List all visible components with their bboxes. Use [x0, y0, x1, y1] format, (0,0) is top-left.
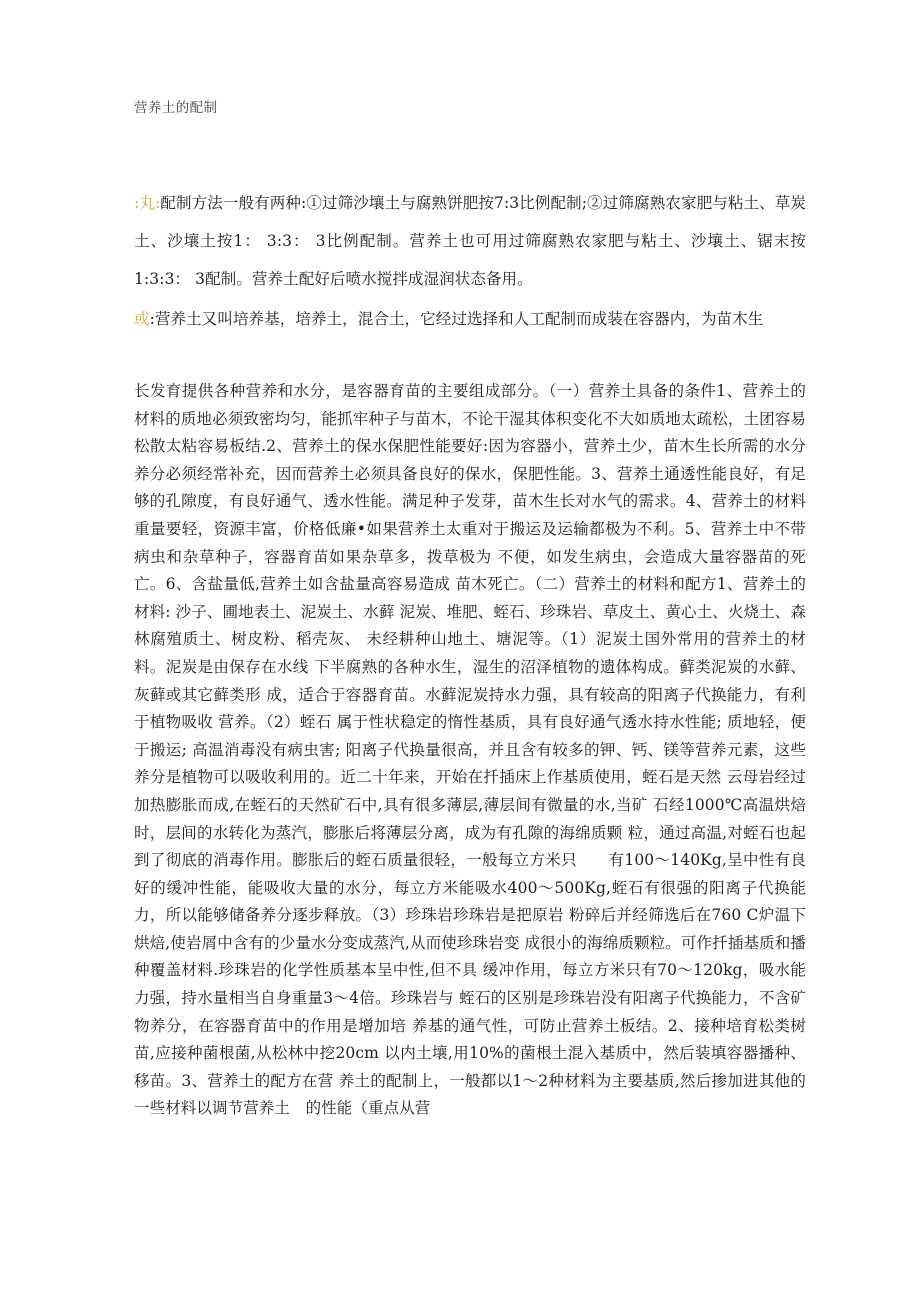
paragraph-body: 长发育提供各种营养和水分，是容器育苗的主要组成部分。（一）营养土具备的条件1、营养土的材料的质地必须致密均匀，能抓牢种子与苗木，不论干湿其体积变化不大如质地太疏松，土团容易松散太粘容易板结.2、营养土的保水保肥性能要好:因为容器小，营养土少，苗木生长所需的水分养分必须经常补充，因而营养土必须具备良好的保水，保肥性能。3、营养土通透性能良好，有足够的孔隙度，有良好通气、透水性能。满足种子发芽，苗木生长对水气的需求。4、营养土的材料重量要轻，资源丰富，价格低廉•如果营养土太重对于搬运及运输都极为不利。5、营养土中不带病虫和杂草种子，容器育苗如果杂草多，拨草极为 不便，如发生病虫，会造成大量容器苗的死亡。6、含盐量低,营养土如含盐量高容易造成 苗木死亡。（二）营养土的材料和配方1、营养土的材料: 沙子、圃地表土、泥炭土、水藓 泥炭、堆肥、蛭石、珍珠岩、草皮土、黄心土、火烧土、森林腐殖质土、树皮粉、稻壳灰、 未经耕种山地土、塘泥等。（1）泥炭土国外常用的营养土的材料。泥炭是由保存在水线 下半腐熟的各种水生，湿生的沼泽植物的遗体构成。藓类泥炭的水藓、灰藓或其它藓类形 成，适合于容器育苗。水藓泥炭持水力强，具有较高的阳离子代换能力，有利于植物吸收 营养。（2）蛭石 属于性状稳定的惰性基质，具有良好通气透水持水性能; 质地轻，便 于搬运; 高温消毒没有病虫害; 阳离子代换量很高，并且含有较多的钾、钙、镁等营养元素，这些养分是植物可以吸收利用的。近二十年来，开始在扦插床上作基质使用，蛭石是天然 云母岩经过加热膨胀而成,在蛭石的天然矿石中,具有很多薄层,薄层间有微量的水,当矿 石经1000℃高温烘焙时，层间的水转化为蒸汽，膨胀后将薄层分离，成为有孔隙的海绵质颗 粒，通过高温,对蛭石也起到了彻底的消毒作用。膨胀后的蛭石质量很轻，一般每立方米只 有100〜140Kg,呈中性有良好的缓冲性能，能吸收大量的水分，每立方米能吸水400〜500Kg,蛭石有很强的阳离子代换能力，所以能够储备养分逐步释放。（3）珍珠岩珍珠岩是把原岩 粉碎后并经筛选后在760 C炉温下烘焙,使岩屑中含有的少量水分变成蒸汽,从而使珍珠岩变 成很小的海绵质颗粒。可作扦插基质和播种覆盖材料.珍珠岩的化学性质基本呈中性,但不具 缓冲作用，每立方米只有70〜120kg，吸水能力强，持水量相当自身重量3〜4倍。珍珠岩与 蛭石的区别是珍珠岩没有阳离子代换能力，不含矿物养分，在容器育苗中的作用是增加培 养基的通气性，可防止营养土板结。2、接种培育松类树苗,应接种菌根菌,从松林中挖20cm 以内土壤,用10%的菌根土混入基质中，然后装填容器播种、移苗。3、营养土的配方在营 养土的配制上，一般都以1〜2种材料为主要基质,然后掺加进其他的一些材料以调节营养土 的性能（重点从营 [134, 382, 806, 1118]
paragraph-definition [134, 300, 806, 338]
definition-separator: : [149, 310, 155, 328]
page-title: 营养土的配制 [134, 100, 218, 116]
method-text: 配制方法一般有两种:①过筛沙壤土与腐熟饼肥按7:3比例配制;②过筛腐熟农家肥与粘土、草炭土、沙壤土按1： 3:3： 3比例配制。营养土也可用过筛腐熟农家肥与粘土、沙壤土、锯末按1:3:3： 3配制。营养土配好后喷水搅拌成湿润状态备用。 [134, 194, 806, 288]
definition-text: 营养土又叫培养基，培养土，混合土，它经过选择和人工配制而成装在容器内，为苗木生 [154, 310, 764, 328]
definition-marker: 或 [134, 310, 150, 328]
paragraph-method [134, 184, 806, 298]
method-marker: :丸: [134, 194, 161, 212]
